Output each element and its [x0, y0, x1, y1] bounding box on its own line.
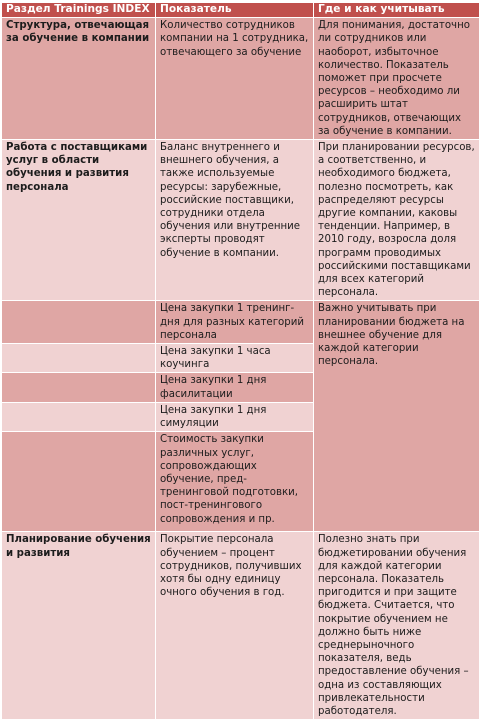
table-row	[2, 301, 480, 344]
section-title-structure: Структура, отвечающая за обучение в компании	[2, 18, 156, 140]
indicator-cell: Цена закупки 1 дня фасилитации	[156, 373, 314, 402]
empty-cell	[2, 301, 156, 344]
indicator-cell: Цена закупки 1 тренинг-дня для разных категорий персонала	[156, 301, 314, 344]
header-usage: Где и как учитывать	[314, 3, 480, 18]
indicator-cell: Количество сотрудников компании на 1 сотрудника, отвечающего за обучение	[156, 18, 314, 140]
empty-cell	[2, 432, 156, 532]
header-section: Раздел Trainings INDEX	[2, 3, 156, 18]
table-row	[2, 532, 480, 720]
header-row	[2, 3, 480, 18]
empty-cell	[2, 402, 156, 431]
indicator-cell: Стоимость закупки различных услуг, сопровождающих обучение, пред-тренинговой подготовки, пост-тренингового сопровождения и пр.	[156, 432, 314, 532]
table-row	[2, 18, 480, 140]
indicator-cell: Цена закупки 1 дня симуляции	[156, 402, 314, 431]
usage-cell: Полезно знать при бюджетировании обучения для каждой категории персонала. Показатель пригодится и при защите бюджета. Считается, что покрытие обучением не должно быть ниже среднерыночного показателя, ведь предоставление обучения – одна из составляющих привлекательности работодателя.	[314, 532, 480, 720]
table-row	[2, 140, 480, 301]
usage-cell: Важно учитывать при планировании бюджета на внешнее обучение для каждой категории персонала.	[314, 301, 480, 532]
header-indicator: Показатель	[156, 3, 314, 18]
empty-cell	[2, 344, 156, 373]
indicator-cell: Цена закупки 1 часа коучинга	[156, 344, 314, 373]
section-title-planning: Планирование обучения и развития	[2, 532, 156, 720]
training-index-table	[1, 2, 480, 720]
empty-cell	[2, 373, 156, 402]
indicator-cell: Покрытие персонала обучением – процент сотрудников, получивших хотя бы одну единицу очного обучения в год.	[156, 532, 314, 720]
usage-cell: При планировании ресурсов, а соответственно, и необходимого бюджета, полезно посмотреть, как распределяют ресурсы другие компании, каковы тенденции. Например, в 2010 году, возросла доля программ проводимых российскими поставщиками для всех категорий персонала.	[314, 140, 480, 301]
usage-cell: Для понимания, достаточно ли сотрудников или наоборот, избыточное количество. Показатель поможет при просчете ресурсов – необходимо ли расширить штат сотрудников, отвечающих за обучение в компании.	[314, 18, 480, 140]
section-title-suppliers: Работа с поставщиками услуг в области обучения и развития персонала	[2, 140, 156, 301]
indicator-cell: Баланс внутреннего и внешнего обучения, а также используемые ресурсы: зарубежные, российские поставщики, сотрудники отдела обучения или внутренние эксперты проводят обучение в компании.	[156, 140, 314, 301]
